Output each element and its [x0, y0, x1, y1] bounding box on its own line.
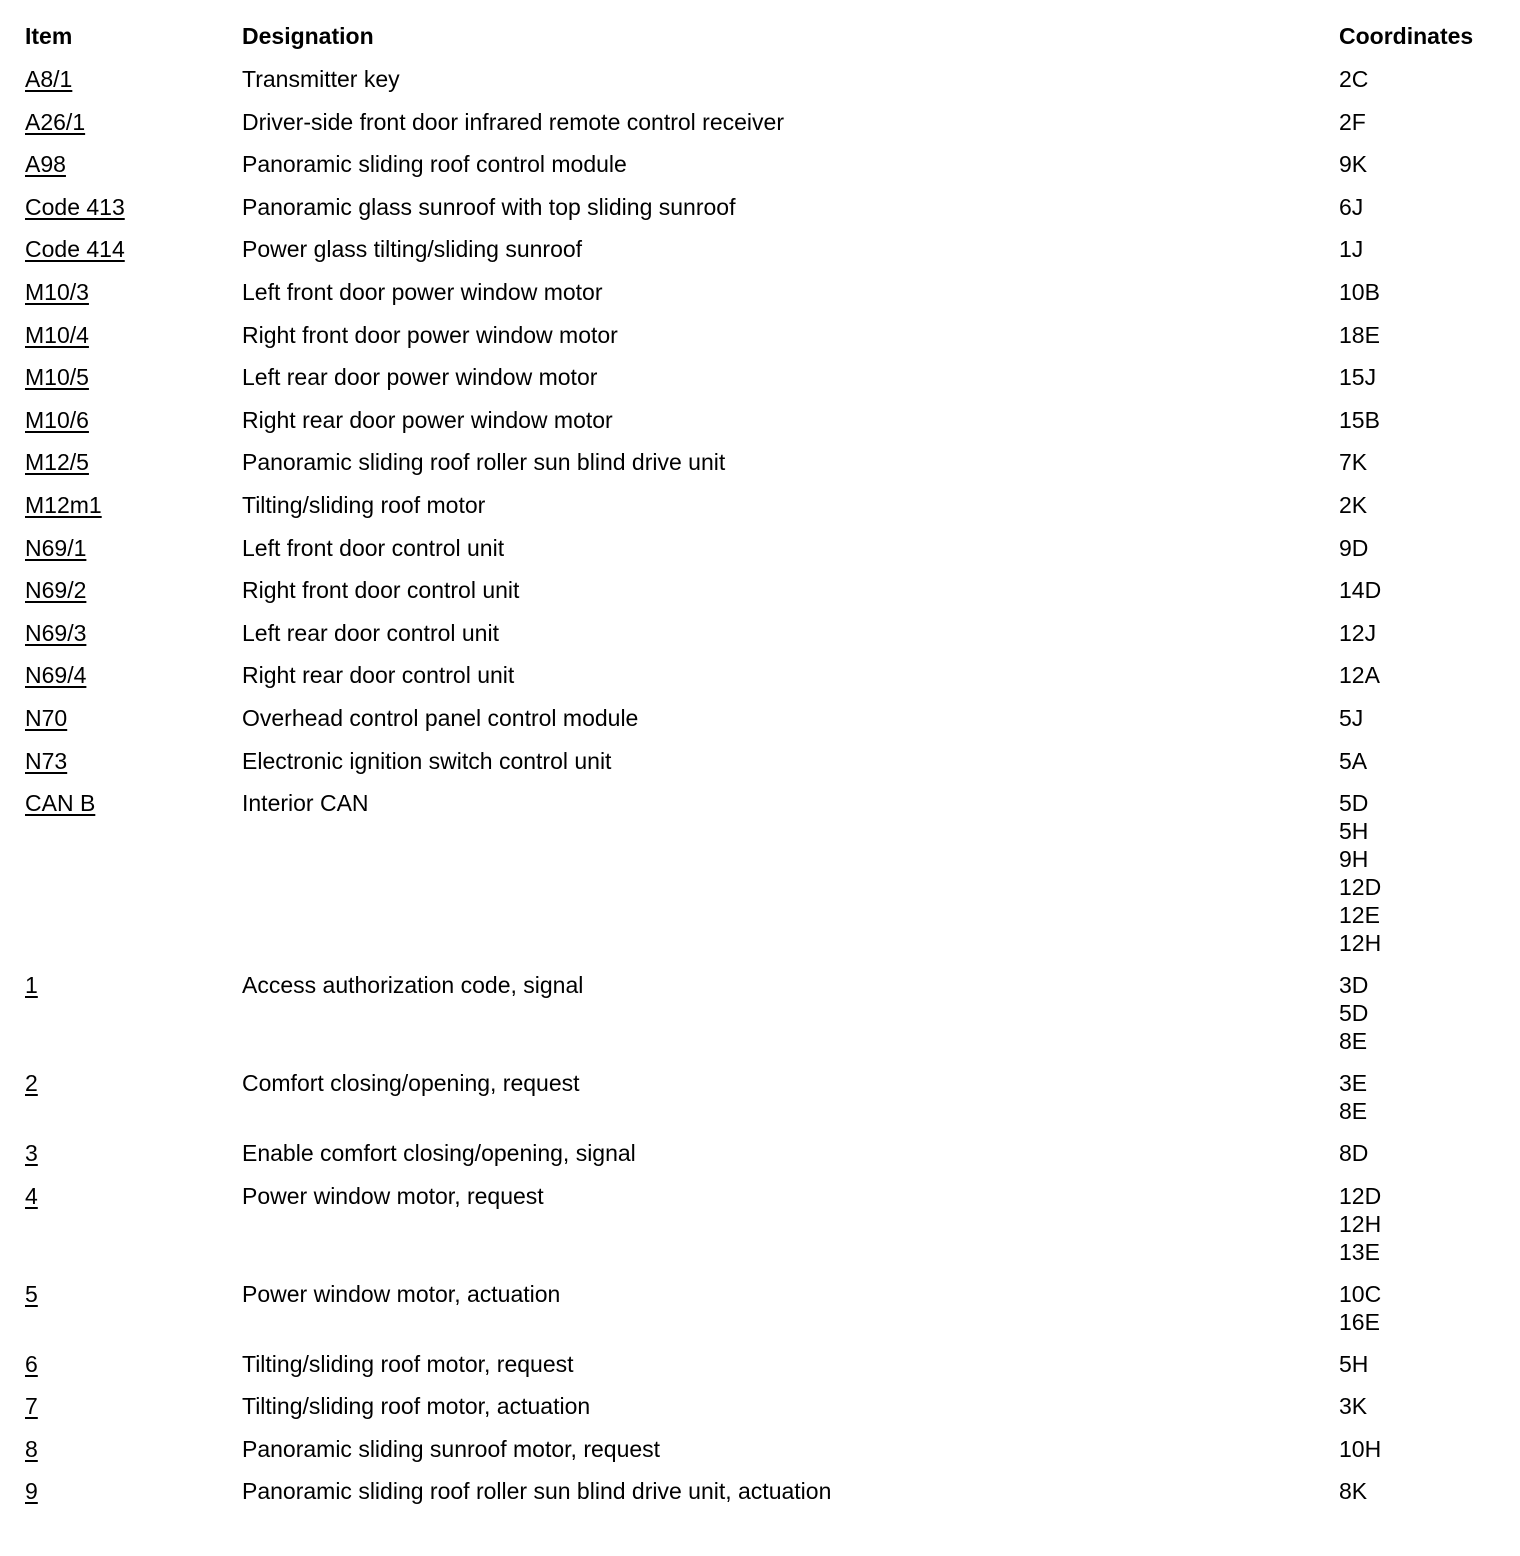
- item-cell: [25, 150, 242, 178]
- coordinate-value: 2K: [1339, 491, 1368, 518]
- item-cell: [25, 704, 242, 732]
- coordinate-value: 3E: [1339, 1070, 1368, 1097]
- coordinate-value: 2C: [1339, 66, 1369, 92]
- coordinates-cell: [1339, 278, 1505, 306]
- table-row: [25, 278, 1505, 321]
- designation-cell: Right rear door control unit: [242, 662, 515, 689]
- item-link[interactable]: M10/3: [25, 278, 89, 305]
- designation-cell: Power window motor, request: [242, 1182, 544, 1209]
- item-cell: [25, 1350, 242, 1378]
- table-row: [25, 789, 1505, 971]
- item-cell: [25, 491, 242, 519]
- table-row: [25, 1139, 1505, 1182]
- table-body: [25, 65, 1505, 1520]
- coordinate-value: 15J: [1339, 364, 1377, 391]
- table-row: [25, 1182, 1505, 1280]
- item-cell: [25, 1139, 242, 1167]
- coordinate-value: 5H: [1339, 818, 1369, 845]
- designation-cell: Right front door power window motor: [242, 321, 618, 348]
- coordinates-cell: [1339, 747, 1505, 775]
- coordinates-cell: [1339, 661, 1505, 689]
- item-cell: [25, 789, 242, 817]
- item-cell: [25, 321, 242, 349]
- coordinate-value: 5A: [1339, 747, 1368, 774]
- item-cell: [25, 1069, 242, 1097]
- coordinate-value: 10C: [1339, 1280, 1382, 1307]
- table-row: [25, 971, 1505, 1069]
- table-row: [25, 534, 1505, 577]
- coordinates-cell: [1339, 363, 1505, 391]
- table-row: [25, 321, 1505, 364]
- coordinate-value: 8D: [1339, 1140, 1369, 1167]
- coordinate-value: 3K: [1339, 1393, 1368, 1420]
- table-row: [25, 1350, 1505, 1393]
- item-cell: [25, 193, 242, 221]
- coordinates-cell: [1339, 1182, 1505, 1266]
- designation-cell: Left rear door power window motor: [242, 364, 598, 391]
- designation-cell: Power glass tilting/sliding sunroof: [242, 236, 583, 263]
- item-link[interactable]: CAN B: [25, 790, 96, 817]
- coordinates-cell: [1339, 576, 1505, 604]
- item-cell: [25, 65, 242, 93]
- item-link[interactable]: 1: [25, 972, 38, 999]
- item-cell: [25, 619, 242, 647]
- item-cell: [25, 1392, 242, 1420]
- item-cell: [25, 406, 242, 434]
- coordinates-cell: [1339, 108, 1505, 136]
- designation-cell: Power window motor, actuation: [242, 1280, 561, 1307]
- coordinates-cell: [1339, 321, 1505, 349]
- item-cell: [25, 1182, 242, 1210]
- coordinate-value: 2F: [1339, 108, 1366, 135]
- coordinate-value: 9K: [1339, 151, 1368, 178]
- designation-cell: Driver-side front door infrared remote control receiver: [242, 108, 784, 135]
- coordinate-value: 12H: [1339, 930, 1382, 957]
- coordinate-value: 16E: [1339, 1308, 1380, 1335]
- item-cell: [25, 363, 242, 391]
- table-row: [25, 576, 1505, 619]
- designation-cell: Access authorization code, signal: [242, 972, 584, 999]
- coordinate-value: 12D: [1339, 1182, 1382, 1209]
- item-link[interactable]: 4: [25, 1182, 38, 1209]
- item-cell: [25, 1435, 242, 1463]
- table-row: [25, 1069, 1505, 1139]
- coordinate-value: 12A: [1339, 662, 1380, 689]
- designation-cell: Panoramic sliding roof roller sun blind drive unit: [242, 449, 726, 476]
- item-cell: [25, 235, 242, 263]
- designation-cell: Tilting/sliding roof motor, request: [242, 1350, 574, 1377]
- item-link[interactable]: N69/1: [25, 534, 87, 561]
- item-link[interactable]: 7: [25, 1393, 38, 1420]
- coordinate-value: 9D: [1339, 534, 1369, 561]
- item-cell: [25, 534, 242, 562]
- item-link[interactable]: Code 413: [25, 193, 125, 220]
- designation-cell: Panoramic glass sunroof with top sliding sunroof: [242, 193, 736, 220]
- item-cell: [25, 1477, 242, 1505]
- coordinates-cell: [1339, 971, 1505, 1055]
- table-header: [25, 22, 1505, 65]
- item-link[interactable]: M10/5: [25, 364, 89, 391]
- table-row: [25, 619, 1505, 662]
- coordinate-value: 15B: [1339, 406, 1380, 433]
- item-cell: [25, 108, 242, 136]
- coordinates-cell: [1339, 1477, 1505, 1505]
- coordinate-value: 18E: [1339, 321, 1380, 348]
- coordinates-cell: [1339, 406, 1505, 434]
- coordinates-cell: [1339, 1435, 1505, 1463]
- designation-cell: Electronic ignition switch control unit: [242, 747, 612, 774]
- coordinates-cell: [1339, 1069, 1505, 1125]
- coordinates-cell: [1339, 534, 1505, 562]
- coordinates-cell: [1339, 235, 1505, 263]
- coordinates-cell: [1339, 1350, 1505, 1378]
- designation-cell: Transmitter key: [242, 66, 400, 92]
- item-cell: [25, 661, 242, 689]
- coordinate-value: 5D: [1339, 790, 1369, 817]
- designation-cell: Left rear door control unit: [242, 619, 499, 646]
- coordinate-value: 7K: [1339, 449, 1368, 476]
- table-row: [25, 491, 1505, 534]
- item-link[interactable]: 9: [25, 1478, 38, 1505]
- item-link[interactable]: 6: [25, 1350, 38, 1377]
- coordinates-cell: [1339, 1392, 1505, 1420]
- coordinates-cell: [1339, 619, 1505, 647]
- designation-cell: Overhead control panel control module: [242, 704, 639, 731]
- item-link[interactable]: N69/3: [25, 619, 87, 646]
- designation-cell: Enable comfort closing/opening, signal: [242, 1140, 636, 1167]
- item-link[interactable]: A8/1: [25, 66, 73, 92]
- coordinate-value: 13E: [1339, 1238, 1380, 1265]
- item-link[interactable]: M12/5: [25, 449, 89, 476]
- item-cell: [25, 576, 242, 604]
- coordinates-cell: [1339, 150, 1505, 178]
- item-cell: [25, 278, 242, 306]
- table-row: [25, 661, 1505, 704]
- designation-cell: Tilting/sliding roof motor: [242, 491, 486, 518]
- item-cell: [25, 1280, 242, 1308]
- table-row: [25, 704, 1505, 747]
- item-cell: [25, 448, 242, 476]
- table-row: [25, 1392, 1505, 1435]
- table-row: [25, 1435, 1505, 1478]
- header-designation: Designation: [242, 23, 374, 49]
- coordinates-cell: [1339, 1139, 1505, 1167]
- coordinates-cell: [1339, 704, 1505, 732]
- designation-cell: Panoramic sliding roof roller sun blind drive unit, actuation: [242, 1478, 832, 1505]
- designation-cell: Right rear door power window motor: [242, 406, 613, 433]
- coordinate-value: 5J: [1339, 704, 1364, 731]
- item-link[interactable]: M10/6: [25, 406, 89, 433]
- designation-cell: Left front door power window motor: [242, 278, 603, 305]
- item-link[interactable]: A26/1: [25, 108, 86, 135]
- item-link[interactable]: N69/4: [25, 662, 87, 689]
- coordinate-value: 5D: [1339, 1000, 1369, 1027]
- table-row: [25, 235, 1505, 278]
- coordinates-cell: [1339, 1280, 1505, 1336]
- coordinate-value: 3D: [1339, 972, 1369, 999]
- legend-table: [25, 22, 1505, 1520]
- coordinate-value: 8E: [1339, 1098, 1368, 1125]
- header-item: Item: [25, 23, 73, 49]
- item-link[interactable]: M10/4: [25, 321, 89, 348]
- item-link[interactable]: 5: [25, 1280, 38, 1307]
- coordinate-value: 5H: [1339, 1350, 1369, 1377]
- coordinate-value: 6J: [1339, 193, 1364, 220]
- item-link[interactable]: A98: [25, 151, 66, 178]
- table-row: [25, 150, 1505, 193]
- designation-cell: Tilting/sliding roof motor, actuation: [242, 1393, 591, 1420]
- coordinate-value: 10B: [1339, 278, 1380, 305]
- coordinate-value: 12J: [1339, 619, 1377, 646]
- coordinates-cell: [1339, 491, 1505, 519]
- coordinate-value: 12E: [1339, 902, 1380, 929]
- coordinate-value: 10H: [1339, 1435, 1382, 1462]
- table-row: [25, 1477, 1505, 1520]
- coordinates-cell: [1339, 65, 1505, 93]
- coordinates-cell: [1339, 193, 1505, 221]
- item-cell: [25, 971, 242, 999]
- table-row: [25, 448, 1505, 491]
- coordinate-value: 8E: [1339, 1028, 1368, 1055]
- designation-cell: Panoramic sliding sunroof motor, request: [242, 1435, 661, 1462]
- item-link[interactable]: 2: [25, 1070, 38, 1097]
- designation-cell: Panoramic sliding roof control module: [242, 151, 627, 178]
- table-row: [25, 747, 1505, 790]
- coordinates-cell: [1339, 448, 1505, 476]
- item-link[interactable]: M12m1: [25, 491, 102, 518]
- coordinates-cell: [1339, 789, 1505, 957]
- coordinate-value: 12H: [1339, 1210, 1382, 1237]
- header-coordinates: Coordinates: [1339, 23, 1474, 49]
- designation-cell: Left front door control unit: [242, 534, 505, 561]
- item-link[interactable]: N73: [25, 747, 68, 774]
- table-row: [25, 193, 1505, 236]
- item-cell: [25, 747, 242, 775]
- item-link[interactable]: 3: [25, 1140, 38, 1167]
- table-row: [25, 363, 1505, 406]
- designation-cell: Right front door control unit: [242, 577, 520, 604]
- coordinate-value: 9H: [1339, 846, 1369, 873]
- item-link[interactable]: Code 414: [25, 236, 125, 263]
- designation-cell: Interior CAN: [242, 790, 369, 817]
- table-row: [25, 406, 1505, 449]
- item-link[interactable]: N70: [25, 704, 68, 731]
- coordinate-value: 14D: [1339, 577, 1382, 604]
- table-row: [25, 108, 1505, 151]
- coordinate-value: 1J: [1339, 236, 1364, 263]
- coordinate-value: 12D: [1339, 874, 1382, 901]
- table-row: [25, 65, 1505, 108]
- item-link[interactable]: N69/2: [25, 577, 87, 604]
- table-row: [25, 1280, 1505, 1350]
- item-link[interactable]: 8: [25, 1435, 38, 1462]
- coordinate-value: 8K: [1339, 1478, 1368, 1505]
- designation-cell: Comfort closing/opening, request: [242, 1070, 580, 1097]
